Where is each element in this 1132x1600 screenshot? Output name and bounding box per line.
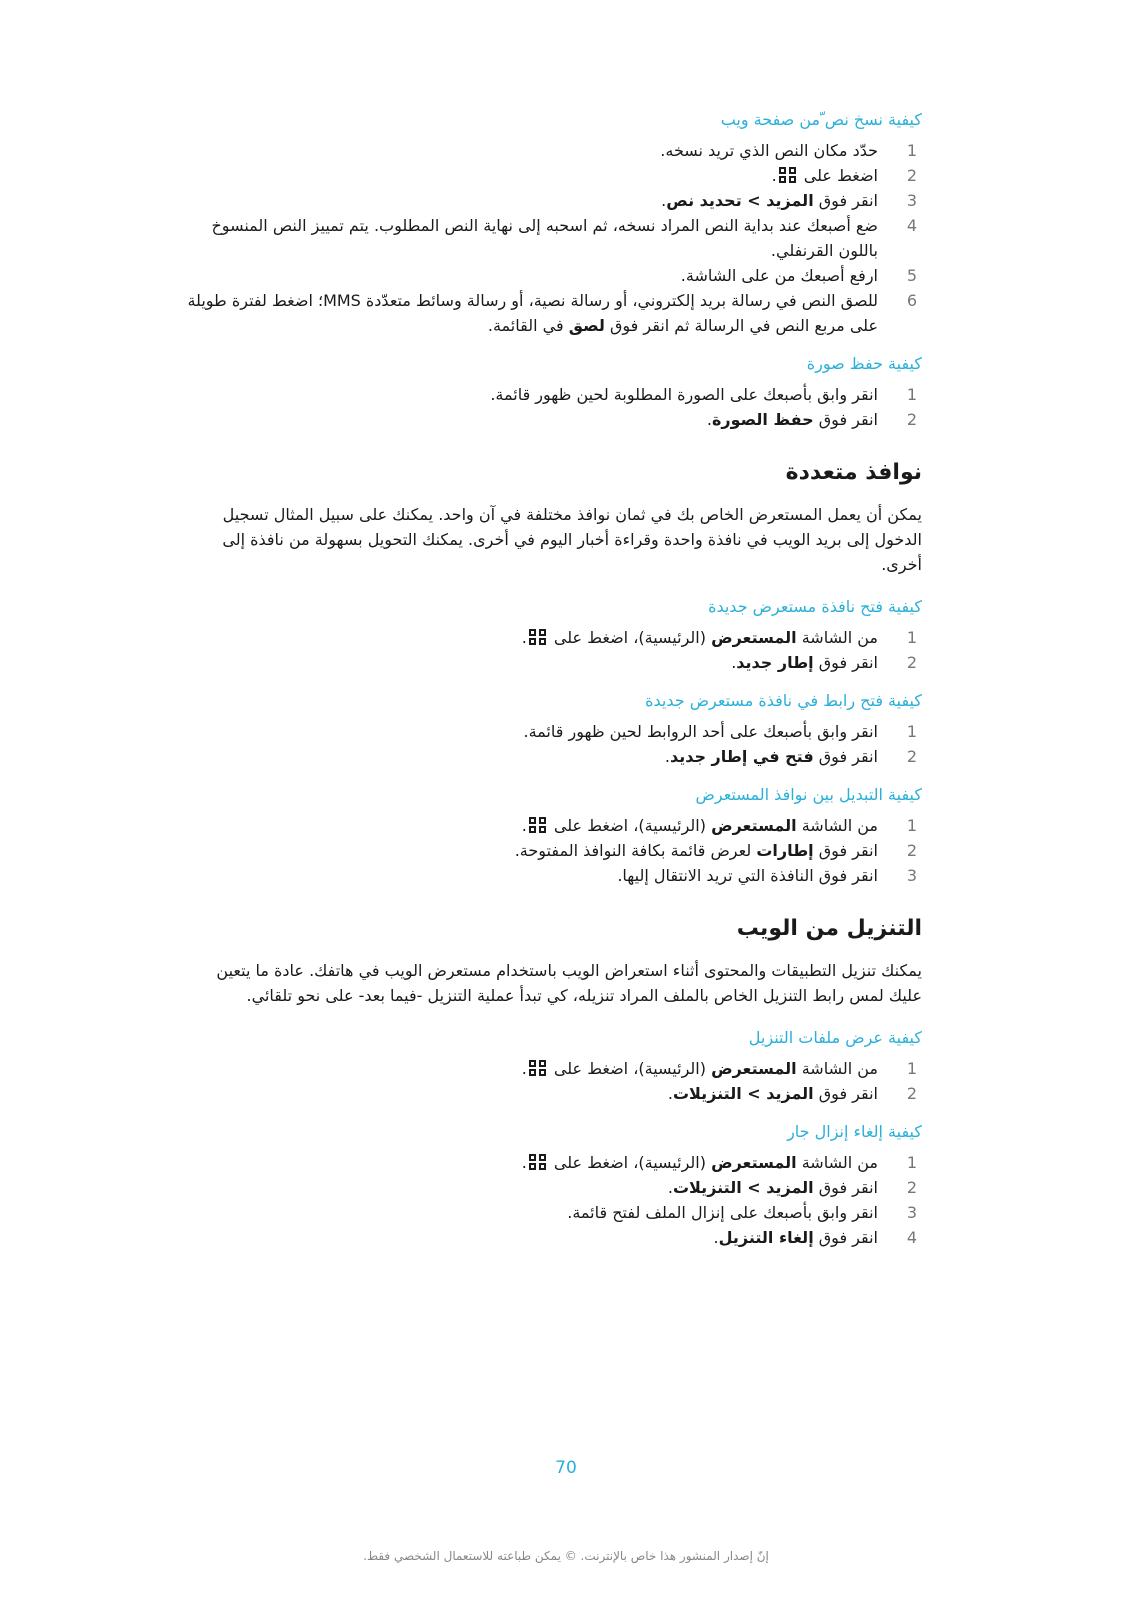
step-number: 2 xyxy=(906,166,918,185)
step-text-end: . xyxy=(664,747,670,766)
steps-open-new-window xyxy=(186,625,922,675)
steps-copy-web-text xyxy=(186,138,922,338)
step-item xyxy=(186,1150,922,1175)
paragraph-download-web: يمكنك تنزيل التطبيقات والمحتوى أثناء استعراض الويب باستخدام مستعرض الويب في هاتفك. عادة ما يتعين عليك لمس رابط التنزيل الخاص بالملف المراد تنزيله، كي تبدأ عملية التنزيل -فيما بعد- على نحو تلقائي. xyxy=(216,961,922,1005)
step-command: المزيد > التنزيلات xyxy=(672,1178,814,1197)
step-text-mid: (الرئيسية)، اضغط على xyxy=(553,816,706,835)
step-text-end: . xyxy=(667,1084,673,1103)
step-text-end: . xyxy=(521,1059,527,1078)
step-text: انقر وابق بأصبعك على أحد الروابط لحين ظهور قائمة. xyxy=(523,722,878,741)
steps-cancel-download xyxy=(186,1150,922,1250)
step-text-mid: (الرئيسية)، اضغط على xyxy=(553,1153,706,1172)
paragraph-multiple-windows: يمكن أن يعمل المستعرض الخاص بك في ثمان نوافذ مختلفة في آن واحد. يمكنك على سبيل المثال تسجيل الدخول إلى بريد الويب في نافذة واحدة وقراءة أخبار اليوم في أخرى. يمكنك التحويل بسهولة من نافذة إلى أخرى. xyxy=(222,505,922,574)
step-command: إلغاء التنزيل xyxy=(718,1228,814,1247)
step-text: انقر فوق xyxy=(818,747,878,766)
step-item xyxy=(186,744,922,769)
step-text: انقر فوق xyxy=(818,1178,878,1197)
step-text: انقر وابق بأصبعك على الصورة المطلوبة لحين ظهور قائمة. xyxy=(490,385,878,404)
step-text: انقر فوق xyxy=(818,1228,878,1247)
grid-menu-icon xyxy=(529,1154,547,1170)
step-item xyxy=(186,1175,922,1200)
step-item xyxy=(186,813,922,838)
step-command: المستعرض xyxy=(711,628,797,647)
step-text: حدّد مكان النص الذي تريد نسخه. xyxy=(660,141,878,160)
step-text: ضع أصبعك عند بداية النص المراد نسخه، ثم اسحبه إلى نهاية النص المطلوب. يتم تمييز النص المنسوخ باللون القرنفلي. xyxy=(211,216,878,260)
step-text: من الشاشة xyxy=(801,1059,878,1078)
step-number: 5 xyxy=(906,266,918,285)
step-text: للصق النص في رسالة بريد إلكتروني، أو رسالة نصية، أو رسالة وسائط متعدّدة MMS؛ اضغط لفترة طويلة على مربع النص في الرسالة ثم انقر فوق xyxy=(187,291,878,335)
section-title-switch-windows: كيفية التبديل بين نوافذ المستعرض xyxy=(695,785,922,804)
step-command: المستعرض xyxy=(711,1153,797,1172)
step-item xyxy=(186,719,922,744)
steps-switch-windows xyxy=(186,813,922,888)
step-text-end: في القائمة. xyxy=(487,316,564,335)
grid-menu-icon xyxy=(529,629,547,645)
step-number: 2 xyxy=(906,653,918,672)
step-text: من الشاشة xyxy=(801,1153,878,1172)
step-item xyxy=(186,288,922,338)
step-command: فتح في إطار جديد xyxy=(669,747,814,766)
step-command: إطار جديد xyxy=(736,653,814,672)
step-command: لصق xyxy=(568,316,605,335)
step-text-mid: (الرئيسية)، اضغط على xyxy=(553,1059,706,1078)
step-number: 2 xyxy=(906,747,918,766)
section-title-open-link-new-window: كيفية فتح رابط في نافذة مستعرض جديدة xyxy=(645,691,922,710)
step-text: انقر فوق xyxy=(818,410,878,429)
step-item xyxy=(186,838,922,863)
step-command: المزيد > التنزيلات xyxy=(672,1084,814,1103)
step-number: 6 xyxy=(906,291,918,310)
step-text-end: . xyxy=(521,628,527,647)
step-text-end: . xyxy=(667,1178,673,1197)
step-text-end: لعرض قائمة بكافة النوافذ المفتوحة. xyxy=(514,841,752,860)
step-command: المستعرض xyxy=(711,1059,797,1078)
page-content xyxy=(186,108,922,1250)
step-number: 1 xyxy=(906,722,918,741)
section-title-view-downloads: كيفية عرض ملفات التنزيل xyxy=(748,1028,922,1047)
step-command: حفظ الصورة xyxy=(711,410,814,429)
step-item xyxy=(186,188,922,213)
page-number: 70 xyxy=(555,1458,577,1478)
step-number: 4 xyxy=(906,1228,918,1247)
step-item xyxy=(186,163,922,188)
step-number: 3 xyxy=(906,191,918,210)
steps-open-link-new-window xyxy=(186,719,922,769)
step-command: إطارات xyxy=(756,841,814,860)
step-item xyxy=(186,1056,922,1081)
step-item xyxy=(186,263,922,288)
step-item xyxy=(186,650,922,675)
step-item xyxy=(186,1081,922,1106)
step-command: المزيد > تحديد نص xyxy=(666,191,814,210)
section-title-cancel-download: كيفية إلغاء إنزال جار xyxy=(787,1122,922,1141)
step-text: انقر فوق النافذة التي تريد الانتقال إليها. xyxy=(617,866,878,885)
step-number: 1 xyxy=(906,141,918,160)
step-item xyxy=(186,382,922,407)
step-text: اضغط على xyxy=(803,166,878,185)
step-item xyxy=(186,863,922,888)
step-text-end: . xyxy=(713,1228,719,1247)
step-number: 4 xyxy=(906,216,918,235)
grid-menu-icon xyxy=(779,167,797,183)
step-text: من الشاشة xyxy=(801,816,878,835)
step-number: 2 xyxy=(906,410,918,429)
steps-save-image xyxy=(186,382,922,432)
step-item xyxy=(186,407,922,432)
step-number: 1 xyxy=(906,816,918,835)
heading-multiple-windows: نوافذ متعددة xyxy=(785,460,922,485)
step-text: انقر فوق xyxy=(818,653,878,672)
step-number: 2 xyxy=(906,1084,918,1103)
step-number: 3 xyxy=(906,1203,918,1222)
step-item xyxy=(186,1200,922,1225)
step-text-mid: (الرئيسية)، اضغط على xyxy=(553,628,706,647)
section-title-open-new-window: كيفية فتح نافذة مستعرض جديدة xyxy=(708,597,922,616)
step-text: من الشاشة xyxy=(801,628,878,647)
step-item xyxy=(186,625,922,650)
step-text-end: . xyxy=(661,191,667,210)
footer-note: إنّ إصدار المنشور هذا خاص بالإنترنت. © يمكن طباعته للاستعمال الشخصي فقط. xyxy=(363,1549,769,1563)
step-command: المستعرض xyxy=(711,816,797,835)
grid-menu-icon xyxy=(529,1060,547,1076)
step-number: 1 xyxy=(906,628,918,647)
section-title-save-image: كيفية حفظ صورة xyxy=(806,354,922,373)
step-item xyxy=(186,138,922,163)
step-text: انقر فوق xyxy=(818,191,878,210)
step-text: انقر فوق xyxy=(818,1084,878,1103)
step-text-end: . xyxy=(731,653,737,672)
heading-download-web: التنزيل من الويب xyxy=(736,916,922,941)
step-text-end: . xyxy=(771,166,777,185)
step-number: 2 xyxy=(906,841,918,860)
step-item xyxy=(186,1225,922,1250)
step-text: انقر فوق xyxy=(818,841,878,860)
step-text: ارفع أصبعك من على الشاشة. xyxy=(680,266,878,285)
step-number: 1 xyxy=(906,1153,918,1172)
step-number: 3 xyxy=(906,866,918,885)
step-text-end: . xyxy=(521,1153,527,1172)
step-number: 1 xyxy=(906,1059,918,1078)
grid-menu-icon xyxy=(529,817,547,833)
step-text-end: . xyxy=(521,816,527,835)
step-number: 1 xyxy=(906,385,918,404)
step-item xyxy=(186,213,922,263)
step-text: انقر وابق بأصبعك على إنزال الملف لفتح قائمة. xyxy=(567,1203,878,1222)
step-text-end: . xyxy=(706,410,712,429)
step-number: 2 xyxy=(906,1178,918,1197)
section-title-copy-web-text: كيفية نسخ نص ّمن صفحة ويب xyxy=(720,110,922,129)
steps-view-downloads xyxy=(186,1056,922,1106)
